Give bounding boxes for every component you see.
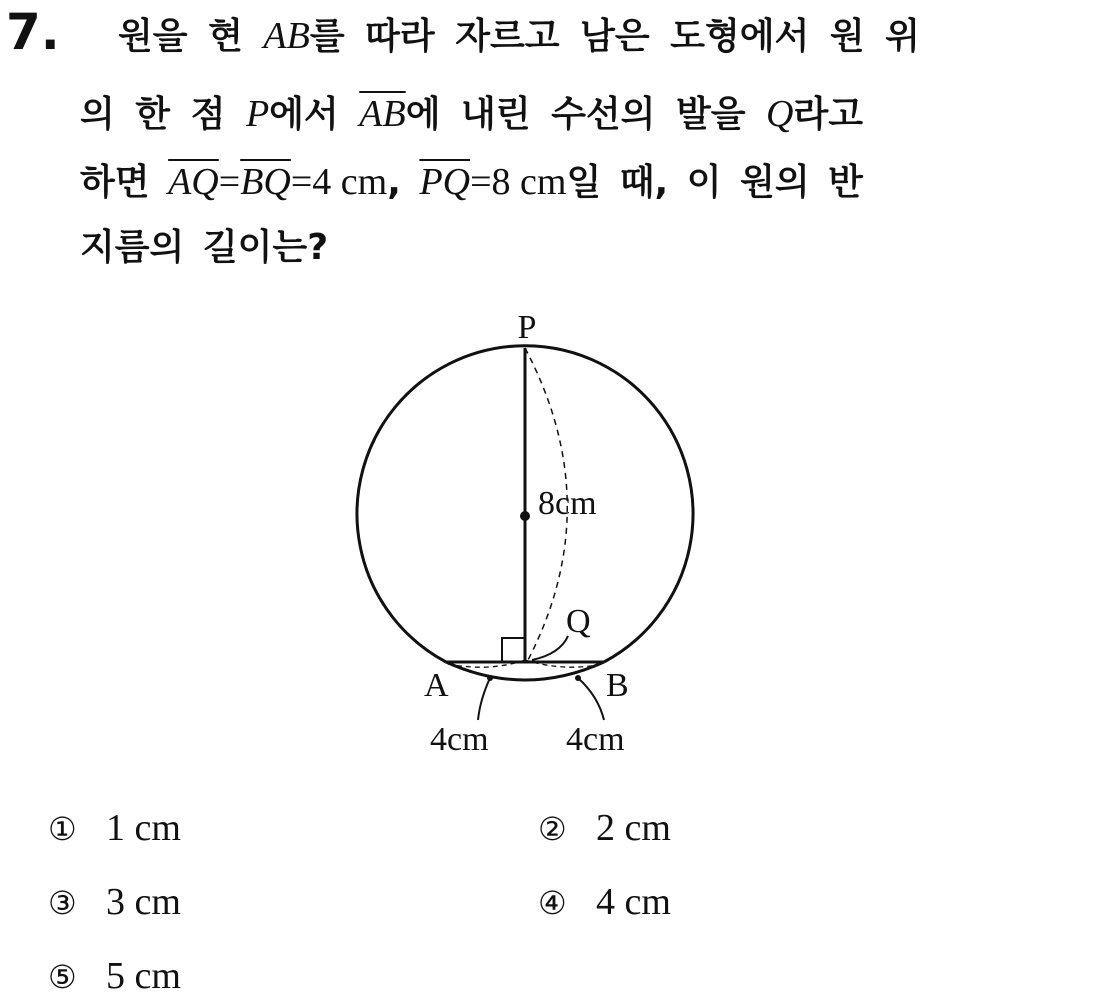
text-segment: 를 따라 자르고 남은 도형에서 원 위 [309, 16, 920, 57]
point-q-label: Q [766, 93, 794, 135]
label-pq-length: 8cm [538, 485, 597, 522]
text-segment: , [387, 162, 420, 203]
text-segment: 원을 현 [118, 16, 264, 57]
choice-2[interactable] [538, 806, 671, 851]
choice-value: 4 cm [596, 881, 671, 923]
choice-marker: ① [48, 810, 77, 848]
aq-leader-dot [487, 675, 493, 681]
right-angle-mark [502, 638, 525, 662]
segment-pq-label: $\overline{PQ}$ [419, 161, 471, 203]
q-leader [532, 636, 568, 660]
label-a: A [424, 667, 449, 704]
question-number: 7. [6, 3, 60, 61]
bq-leader [578, 678, 604, 720]
label-q: Q [566, 603, 591, 640]
chord-ab-label: AB [263, 15, 310, 57]
length-value: 8 cm [491, 161, 567, 203]
text-segment: 에서 [269, 94, 360, 135]
choice-value: 2 cm [596, 807, 671, 849]
equals-sign: = [218, 161, 241, 203]
point-p-label: P [245, 93, 270, 135]
label-aq-length: 4cm [430, 721, 489, 758]
center-point [520, 511, 530, 521]
aq-leader [478, 678, 490, 720]
bq-leader-dot [575, 675, 581, 681]
text-segment: 라고 [793, 94, 864, 135]
segment-ab-label: $\overline{AB}$ [359, 93, 406, 135]
segment-bq-label: $\overline{BQ}$ [240, 161, 291, 203]
equals-sign: = [290, 161, 313, 203]
label-p: P [517, 309, 537, 346]
text-segment: 일 때, 이 원의 반 [566, 162, 863, 203]
choice-1[interactable] [48, 806, 181, 851]
choice-marker: ⑤ [48, 958, 77, 996]
choice-3[interactable] [48, 880, 181, 925]
label-bq-length: 4cm [566, 721, 625, 758]
choice-value: 5 cm [106, 955, 181, 997]
choice-4[interactable] [538, 880, 671, 925]
choice-marker: ④ [538, 884, 567, 922]
text-segment: 의 한 점 [80, 94, 246, 135]
equals-sign: = [470, 161, 492, 203]
choice-5[interactable] [48, 954, 181, 999]
length-value: 4 cm [312, 161, 388, 203]
question-text-line-4: 지름의 길이는? [80, 227, 329, 268]
choice-value: 1 cm [106, 807, 181, 849]
choice-value: 3 cm [106, 881, 181, 923]
text-segment: 에 내린 수선의 발을 [405, 94, 767, 135]
text-segment: 하면 [80, 162, 169, 203]
choice-marker: ② [538, 810, 567, 848]
segment-aq-label: $\overline{AQ}$ [168, 161, 219, 203]
choice-marker: ③ [48, 884, 77, 922]
label-b: B [606, 667, 629, 704]
